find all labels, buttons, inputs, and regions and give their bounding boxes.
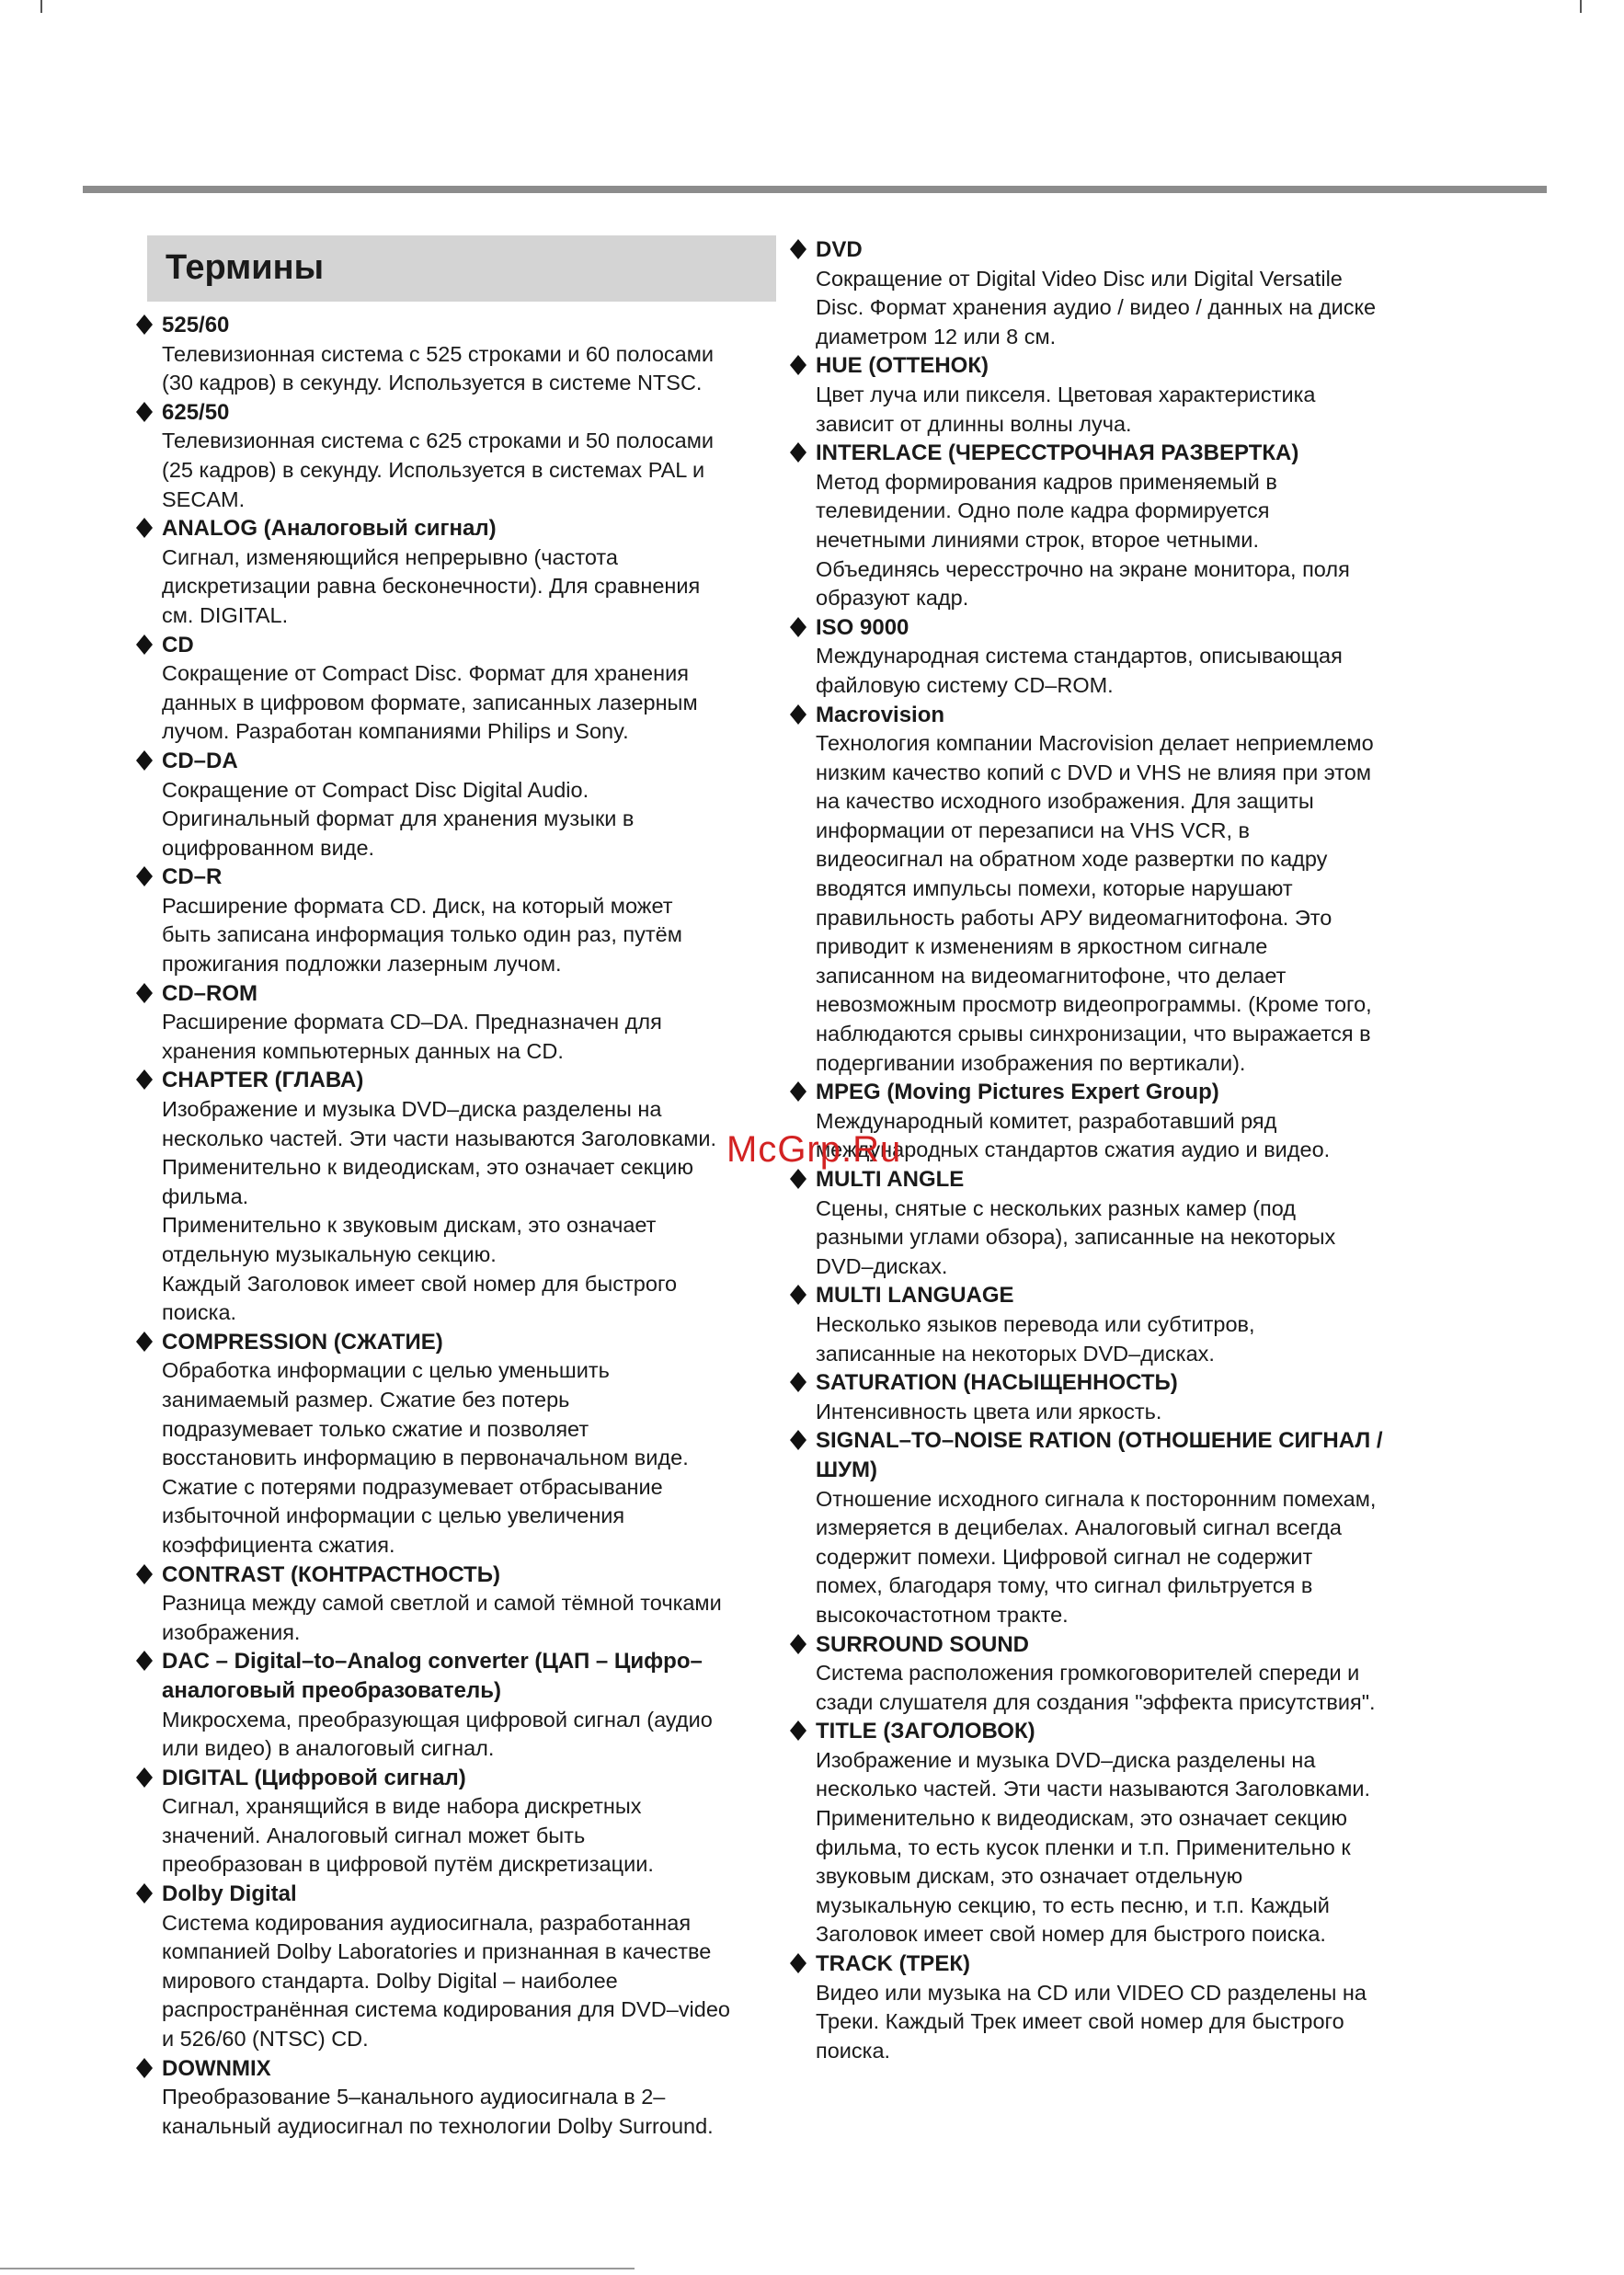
glossary-definition xyxy=(132,1008,787,1066)
glossary-definition-line: файловую систему CD–ROM. xyxy=(816,672,1114,697)
glossary-definition xyxy=(786,729,1444,1078)
glossary-term-line: MULTI ANGLE xyxy=(816,1167,965,1192)
glossary-entry xyxy=(786,1949,1444,2065)
glossary-definition xyxy=(786,468,1444,613)
glossary-definition-line: отдельную музыкальную секцию. xyxy=(162,1242,497,1266)
glossary-definition-line: или видео) в аналоговый сигнал. xyxy=(162,1736,495,1761)
glossary-entry xyxy=(786,439,1444,613)
diamond-bullet-icon xyxy=(136,983,153,1000)
glossary-term xyxy=(132,398,787,428)
glossary-definition-line: помех, благодаря тому, что сигнал фильтруется в xyxy=(816,1573,1313,1598)
glossary-term xyxy=(132,1647,787,1705)
glossary-definition-line: оцифрованном виде. xyxy=(162,835,375,860)
glossary-term-line: DOWNMIX xyxy=(162,2055,271,2081)
glossary-definition-line: изображения. xyxy=(162,1619,301,1644)
glossary-term-line: INTERLACE (ЧЕРЕССТРОЧНАЯ РАЗВЕРТКА) xyxy=(816,440,1299,466)
glossary-entry xyxy=(786,235,1444,351)
glossary-definition xyxy=(786,1195,1444,1282)
glossary-definition-line: Микросхема, преобразующая цифровой сигнал (аудио xyxy=(162,1707,713,1732)
glossary-definition-line: Сокращение от Digital Video Disc или Digital Versatile xyxy=(816,266,1343,291)
glossary-definition-line: занимаемый размер. Сжатие без потерь xyxy=(162,1387,570,1412)
glossary-term-line: DVD xyxy=(816,237,863,262)
glossary-definition xyxy=(132,543,787,631)
glossary-definition-line: Сцены, снятые с нескольких разных камер (под xyxy=(816,1195,1296,1220)
glossary-entry xyxy=(132,398,787,514)
diamond-bullet-icon xyxy=(790,1634,806,1651)
glossary-term-line: CD–DA xyxy=(162,748,238,773)
glossary-definition xyxy=(132,659,787,747)
glossary-definition-line: дискретизации равна бесконечности). Для сравнения xyxy=(162,574,701,599)
glossary-term xyxy=(786,1368,1444,1398)
glossary-term-line: SIGNAL–TO–NOISE RATION (ОТНОШЕНИЕ СИГНАЛ / xyxy=(816,1428,1383,1454)
glossary-definition-line: Отношение исходного сигнала к посторонним помехам, xyxy=(816,1486,1377,1511)
glossary-term xyxy=(132,863,787,892)
glossary-definition xyxy=(132,2083,787,2141)
glossary-definition-line: Сигнал, хранящийся в виде набора дискретных xyxy=(162,1794,642,1819)
glossary-entry xyxy=(786,1281,1444,1368)
glossary-definition-line: избыточной информации с целью увеличения xyxy=(162,1503,625,1528)
glossary-definition-line: Каждый Заголовок имеет свой номер для быстрого xyxy=(162,1271,678,1296)
glossary-definition xyxy=(786,1398,1444,1427)
diamond-bullet-icon xyxy=(136,2058,153,2075)
glossary-term-line: CD xyxy=(162,632,194,657)
glossary-entry xyxy=(132,863,787,978)
glossary-definition-line: приводит к изменениям в яркостном сигнале xyxy=(816,934,1268,959)
glossary-definition xyxy=(132,892,787,979)
glossary-definition xyxy=(786,1310,1444,1368)
glossary-definition-line: (25 кадров) в секунду. Используется в системах PAL и xyxy=(162,457,705,482)
glossary-definition-line: Метод формирования кадров применяемый в xyxy=(816,469,1277,494)
glossary-definition-line: невозможным просмотр видеопрограммы. (Кроме того, xyxy=(816,992,1372,1017)
glossary-definition-line: и 526/60 (NTSC) CD. xyxy=(162,2027,369,2052)
diamond-bullet-icon xyxy=(790,1372,806,1389)
glossary-definition xyxy=(132,776,787,863)
glossary-definition-line: низким качество копий с DVD и VHS не влияя при этом xyxy=(816,760,1372,784)
glossary-definition xyxy=(786,642,1444,700)
glossary-term-line: 625/50 xyxy=(162,399,230,425)
glossary-term-line: Macrovision xyxy=(816,702,945,727)
glossary-term-line: CONTRAST (КОНТРАСТНОСТЬ) xyxy=(162,1561,500,1587)
glossary-definition-line: вводятся импульсы помехи, которые нарушают xyxy=(816,876,1293,901)
diamond-bullet-icon xyxy=(790,1081,806,1098)
glossary-term-line: DIGITAL (Цифровой сигнал) xyxy=(162,1765,466,1790)
glossary-definition-line: Сжатие с потерями подразумевает отбрасывание xyxy=(162,1474,663,1499)
glossary-definition-line: Сокращение от Compact Disc Digital Audio. xyxy=(162,777,589,802)
glossary-definition xyxy=(132,427,787,514)
glossary-term-line: CD–R xyxy=(162,864,223,890)
glossary-term-line: DAC – Digital–to–Analog converter (ЦАП – Цифро– xyxy=(162,1649,703,1675)
header-rule xyxy=(83,186,1547,193)
glossary-definition-line: Оригинальный формат для хранения музыки в xyxy=(162,806,635,831)
glossary-definition-line: Преобразование 5–канального аудиосигнала в 2– xyxy=(162,2085,666,2109)
glossary-definition xyxy=(132,1909,787,2054)
glossary-term-line: ШУМ) xyxy=(816,1457,878,1482)
glossary-term xyxy=(786,1426,1444,1484)
glossary-term xyxy=(132,1560,787,1590)
glossary-definition-line: записанном на видеомагнитофоне, что делает xyxy=(816,963,1287,988)
glossary-term xyxy=(132,2054,787,2084)
glossary-term xyxy=(132,1328,787,1357)
glossary-entry xyxy=(132,1764,787,1880)
diamond-bullet-icon xyxy=(136,518,153,534)
glossary-term-line: MULTI LANGUAGE xyxy=(816,1283,1014,1309)
glossary-term-line: аналоговый преобразователь) xyxy=(162,1677,501,1703)
section-title: Термины xyxy=(166,248,325,287)
glossary-definition-line: образуют кадр. xyxy=(816,586,969,611)
glossary-entry xyxy=(132,2054,787,2142)
glossary-definition-line: компанией Dolby Laboratories и признанная в качестве xyxy=(162,1939,712,1964)
glossary-entry xyxy=(132,631,787,747)
diamond-bullet-icon xyxy=(790,1953,806,1970)
glossary-term xyxy=(132,631,787,660)
diamond-bullet-icon xyxy=(136,1332,153,1348)
glossary-definition-line: Интенсивность цвета или яркость. xyxy=(816,1399,1162,1423)
glossary-definition-line: диаметром 12 или 8 см. xyxy=(816,324,1057,349)
glossary-term-line: Dolby Digital xyxy=(162,1881,297,1907)
glossary-definition-line: прожигания подложки лазерным лучом. xyxy=(162,952,562,977)
glossary-definition xyxy=(132,1095,787,1328)
glossary-definition-line: фильма, то есть кусок пленки и т.п. Применительно к xyxy=(816,1835,1351,1859)
glossary-definition-line: лучом. Разработан компаниями Philips и Sony. xyxy=(162,719,629,744)
glossary-definition-line: см. DIGITAL. xyxy=(162,602,289,627)
diamond-bullet-icon xyxy=(136,314,153,331)
glossary-entry xyxy=(132,1647,787,1763)
glossary-term xyxy=(132,514,787,543)
glossary-definition-line: высокочастотном тракте. xyxy=(816,1602,1069,1627)
glossary-definition-line: сзади слушателя для создания "эффекта присутствия". xyxy=(816,1689,1376,1714)
glossary-definition xyxy=(132,1589,787,1647)
glossary-definition-line: Видео или музыка на CD или VIDEO CD разделены на xyxy=(816,1980,1367,2005)
glossary-definition-line: данных в цифровом формате, записанных лазерным xyxy=(162,690,698,715)
glossary-definition-line: международных стандартов сжатия аудио и видео. xyxy=(816,1138,1331,1162)
glossary-definition xyxy=(132,1706,787,1764)
glossary-definition-line: поиска. xyxy=(816,2038,891,2063)
glossary-entry xyxy=(132,1560,787,1648)
diamond-bullet-icon xyxy=(790,355,806,372)
glossary-term xyxy=(132,979,787,1009)
glossary-definition-line: Международный комитет, разработавший ряд xyxy=(816,1108,1277,1133)
crop-mark-left xyxy=(40,0,42,13)
left-column xyxy=(132,311,787,2141)
glossary-term-line: SATURATION (НАСЫЩЕННОСТЬ) xyxy=(816,1370,1178,1396)
glossary-term xyxy=(786,1281,1444,1310)
glossary-definition-line: Сокращение от Compact Disc. Формат для хранения xyxy=(162,661,689,686)
diamond-bullet-icon xyxy=(136,1651,153,1667)
glossary-definition xyxy=(786,1659,1444,1717)
glossary-entry xyxy=(132,1328,787,1560)
diamond-bullet-icon xyxy=(790,239,806,256)
diamond-bullet-icon xyxy=(136,1883,153,1900)
glossary-definition-line: Расширение формата CD. Диск, на который может xyxy=(162,893,673,918)
glossary-entry xyxy=(786,1368,1444,1426)
diamond-bullet-icon xyxy=(790,617,806,634)
glossary-definition xyxy=(132,340,787,398)
diamond-bullet-icon xyxy=(136,1069,153,1086)
diamond-bullet-icon xyxy=(136,634,153,651)
glossary-definition-line: канальный аудиосигнал по технологии Dolby Surround. xyxy=(162,2113,714,2138)
glossary-definition-line: поиска. xyxy=(162,1300,237,1325)
glossary-definition xyxy=(786,265,1444,352)
glossary-entry xyxy=(132,747,787,863)
diamond-bullet-icon xyxy=(790,1721,806,1737)
glossary-definition-line: звуковым дискам, это означает отдельную xyxy=(816,1864,1243,1889)
glossary-term xyxy=(132,747,787,776)
glossary-definition-line: Заголовок имеет свой номер для быстрого поиска. xyxy=(816,1922,1326,1947)
diamond-bullet-icon xyxy=(790,1285,806,1301)
glossary-definition-line: фильма. xyxy=(162,1183,249,1208)
glossary-term-line: CHAPTER (ГЛАВА) xyxy=(162,1068,364,1093)
glossary-term xyxy=(786,613,1444,643)
glossary-term xyxy=(786,1717,1444,1746)
glossary-definition-line: видеосигнал на обратном ходе развертки по кадру xyxy=(816,847,1328,872)
glossary-definition-line: Сигнал, изменяющийся непрерывно (частота xyxy=(162,544,618,569)
glossary-definition-line: значений. Аналоговый сигнал может быть xyxy=(162,1823,586,1847)
glossary-definition-line: Телевизионная система с 625 строками и 50 полосами xyxy=(162,429,715,453)
glossary-definition-line: записанные на некоторых DVD–дисках. xyxy=(816,1341,1215,1366)
diamond-bullet-icon xyxy=(790,1169,806,1185)
glossary-entry xyxy=(132,1066,787,1327)
glossary-term-line: MPEG (Moving Pictures Expert Group) xyxy=(816,1080,1219,1105)
glossary-definition-line: Изображение и музыка DVD–диска разделены на xyxy=(162,1097,662,1122)
glossary-term-line: TRACK (ТРЕК) xyxy=(816,1951,970,1977)
glossary-definition xyxy=(132,1792,787,1880)
glossary-definition-line: Применительно к видеодискам, это означает секцию xyxy=(816,1806,1348,1831)
glossary-term-line: CD–ROM xyxy=(162,980,258,1006)
glossary-entry xyxy=(132,979,787,1067)
glossary-definition-line: Disc. Формат хранения аудио / видео / данных на диске xyxy=(816,295,1377,320)
glossary-definition-line: на качество исходного изображения. Для защиты xyxy=(816,789,1314,814)
footer-rule xyxy=(0,2268,635,2269)
glossary-term xyxy=(786,439,1444,468)
glossary-definition-line: Объединясь чересстрочно на экране монитора, поля xyxy=(816,556,1350,581)
glossary-term xyxy=(786,1078,1444,1107)
diamond-bullet-icon xyxy=(790,442,806,459)
glossary-term xyxy=(132,1066,787,1095)
glossary-definition xyxy=(786,381,1444,439)
watermark: McGrp.Ru xyxy=(726,1129,902,1170)
glossary-definition-line: Технология компании Macrovision делает неприемлемо xyxy=(816,731,1374,756)
glossary-definition-line: преобразован в цифровой путём дискретизации. xyxy=(162,1852,654,1877)
glossary-term xyxy=(786,1630,1444,1660)
glossary-definition xyxy=(786,1485,1444,1630)
glossary-definition-line: измеряется в децибелах. Аналоговый сигнал всегда xyxy=(816,1515,1342,1540)
glossary-entry xyxy=(786,1165,1444,1281)
glossary-definition xyxy=(132,1356,787,1560)
glossary-entry xyxy=(786,613,1444,701)
glossary-definition-line: зависит от длинны волны луча. xyxy=(816,411,1132,436)
crop-mark-right xyxy=(1580,0,1582,13)
glossary-definition-line: несколько частей. Эти части называются Заголовками. xyxy=(162,1126,717,1150)
glossary-definition-line: хранения компьютерных данных на CD. xyxy=(162,1038,564,1063)
diamond-bullet-icon xyxy=(790,1430,806,1446)
glossary-entry xyxy=(132,514,787,630)
glossary-definition-line: коэффициента сжатия. xyxy=(162,1532,395,1557)
glossary-definition-line: Телевизионная система с 525 строками и 60 полосами xyxy=(162,341,715,366)
glossary-term xyxy=(786,1949,1444,1979)
glossary-entry xyxy=(786,1717,1444,1949)
glossary-entry xyxy=(786,701,1444,1079)
glossary-definition-line: восстановить информацию в первоначальном виде. xyxy=(162,1446,689,1470)
glossary-definition-line: разными углами обзора), записанные на некоторых xyxy=(816,1225,1336,1250)
glossary-entry xyxy=(786,1426,1444,1629)
glossary-term-line: COMPRESSION (СЖАТИЕ) xyxy=(162,1329,443,1355)
glossary-term-line: ANALOG (Аналоговый сигнал) xyxy=(162,516,497,542)
glossary-definition-line: Применительно к видеодискам, это означает секцию xyxy=(162,1155,694,1180)
glossary-term-line: SURROUND SOUND xyxy=(816,1631,1030,1657)
glossary-definition-line: мирового стандарта. Dolby Digital – наиболее xyxy=(162,1968,618,1993)
glossary-definition xyxy=(786,1979,1444,2066)
glossary-term xyxy=(786,235,1444,265)
glossary-definition-line: информации от перезаписи на VHS VCR, в xyxy=(816,817,1250,842)
glossary-definition-line: музыкальную секцию, то есть песню, и т.п. Каждый xyxy=(816,1892,1330,1917)
glossary-definition-line: несколько частей. Эти части называются Заголовками. xyxy=(816,1777,1371,1801)
glossary-definition-line: Треки. Каждый Трек имеет свой номер для быстрого xyxy=(816,2009,1344,2034)
glossary-definition-line: Обработка информации с целью уменьшить xyxy=(162,1358,610,1383)
diamond-bullet-icon xyxy=(136,1767,153,1784)
glossary-definition-line: Система кодирования аудиосигнала, разработанная xyxy=(162,1910,692,1935)
glossary-definition-line: Расширение формата CD–DA. Предназначен для xyxy=(162,1010,662,1035)
glossary-definition-line: Несколько языков перевода или субтитров, xyxy=(816,1311,1255,1336)
glossary-term xyxy=(132,1764,787,1793)
glossary-definition-line: Разница между самой светлой и самой тёмной точками xyxy=(162,1591,722,1616)
glossary-definition-line: подергивании изображения по вертикали). xyxy=(816,1050,1246,1075)
glossary-term-line: HUE (ОТТЕНОК) xyxy=(816,353,989,379)
glossary-definition-line: нечетными линиями строк, второе четными. xyxy=(816,527,1259,552)
glossary-term xyxy=(132,311,787,340)
diamond-bullet-icon xyxy=(136,402,153,418)
diamond-bullet-icon xyxy=(790,704,806,721)
glossary-definition-line: быть записана информация только один раз, путём xyxy=(162,922,682,947)
glossary-entry xyxy=(132,1880,787,2054)
glossary-entry xyxy=(132,311,787,398)
glossary-definition-line: (30 кадров) в секунду. Используется в системе NTSC. xyxy=(162,371,703,395)
glossary-term-line: 525/60 xyxy=(162,313,230,337)
glossary-term xyxy=(132,1880,787,1909)
glossary-term xyxy=(786,351,1444,381)
glossary-term xyxy=(786,701,1444,730)
glossary-definition-line: распространённая система кодирования для DVD–video xyxy=(162,1997,730,2022)
glossary-definition-line: Цвет луча или пикселя. Цветовая характеристика xyxy=(816,382,1316,406)
glossary-term-line: TITLE (ЗАГОЛОВОК) xyxy=(816,1719,1035,1744)
diamond-bullet-icon xyxy=(136,1564,153,1581)
glossary-definition-line: Применительно к звуковым дискам, это означает xyxy=(162,1213,657,1238)
glossary-definition xyxy=(786,1746,1444,1949)
glossary-definition-line: Изображение и музыка DVD–диска разделены на xyxy=(816,1747,1316,1772)
glossary-definition-line: Система расположения громкоговорителей спереди и xyxy=(816,1661,1360,1686)
glossary-definition-line: телевидении. Одно поле кадра формируется xyxy=(816,498,1270,523)
glossary-definition-line: наблюдаются срывы синхронизации, что выражается в xyxy=(816,1022,1371,1046)
diamond-bullet-icon xyxy=(136,866,153,883)
glossary-entry xyxy=(786,351,1444,439)
glossary-definition-line: Международная система стандартов, описывающая xyxy=(816,644,1343,669)
glossary-definition-line: содержит помехи. Цифровой сигнал не содержит xyxy=(816,1544,1313,1569)
glossary-definition-line: SECAM. xyxy=(162,486,246,511)
glossary-definition-line: правильность работы АРУ видеомагнитофона. Это xyxy=(816,905,1332,930)
glossary-definition-line: подразумевает только сжатие и позволяет xyxy=(162,1416,589,1441)
diamond-bullet-icon xyxy=(136,750,153,767)
glossary-term-line: ISO 9000 xyxy=(816,614,909,640)
glossary-definition-line: DVD–дисках. xyxy=(816,1253,948,1278)
section-title-box xyxy=(147,235,776,302)
glossary-entry xyxy=(786,1630,1444,1718)
